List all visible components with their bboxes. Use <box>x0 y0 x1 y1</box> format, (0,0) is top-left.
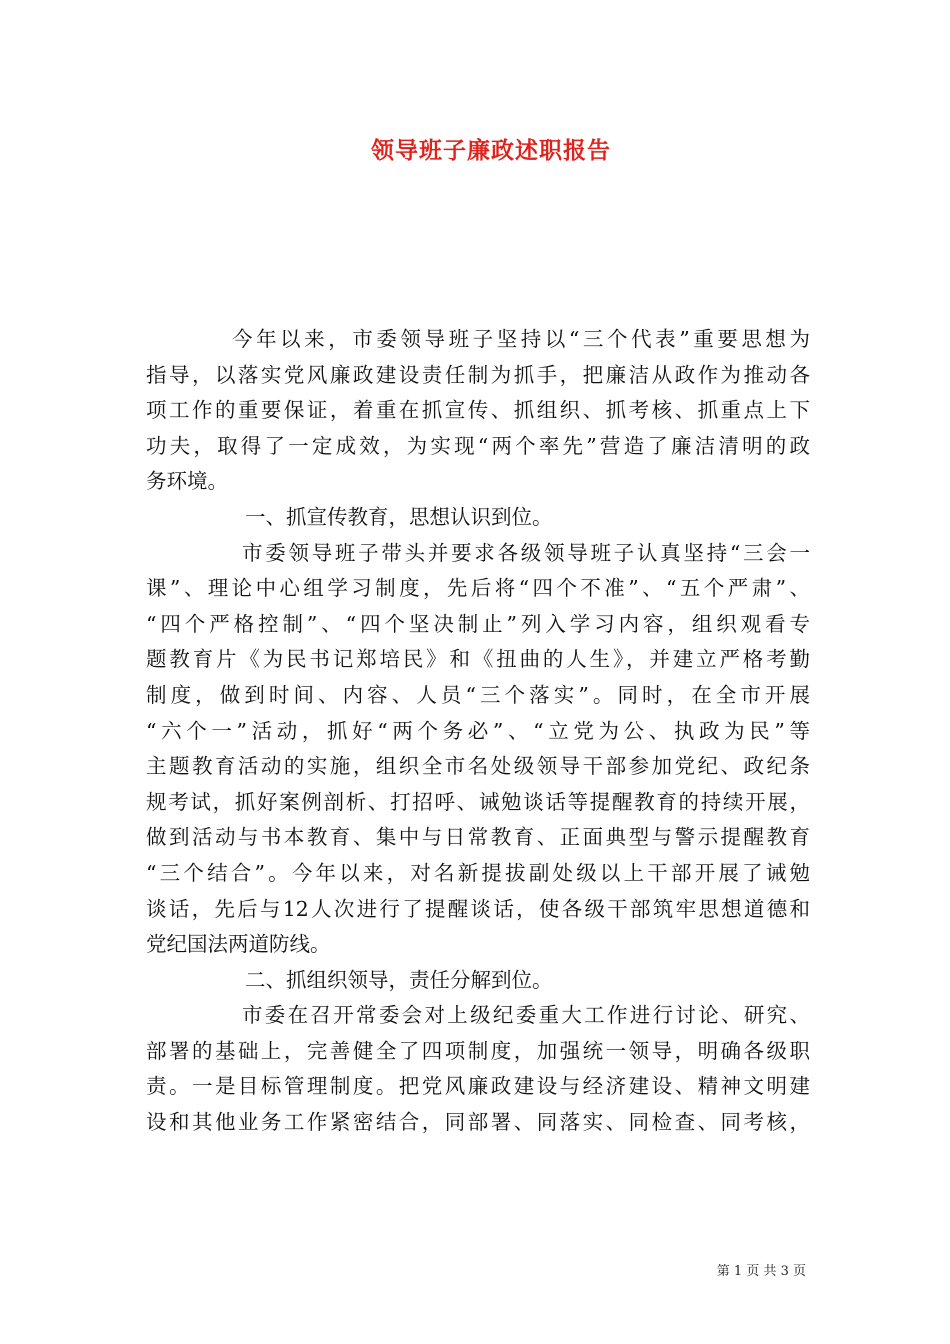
body-line: 项工作的重要保证，着重在抓宣传、抓组织、抓考核、抓重点上下 <box>146 398 810 423</box>
body-line: 指导，以落实党风廉政建设责任制为抓手，把廉洁从政作为推动各 <box>146 362 810 387</box>
body-line: 今年以来，市委领导班子坚持以“三个代表”重要思想为 <box>232 327 810 351</box>
document-body <box>146 322 810 1141</box>
body-line: 党纪国法两道防线。 <box>146 932 331 957</box>
document-title: 领导班子廉政述职报告 <box>371 137 611 164</box>
body-line: 设和其他业务工作紧密结合，同部署、同落实、同检查、同考核， <box>146 1110 810 1135</box>
body-line: 市委在召开常委会对上级纪委重大工作进行讨论、研究、 <box>242 1003 810 1028</box>
section-heading-2: 二、抓组织领导，责任分解到位。 <box>245 967 553 992</box>
body-line: 部署的基础上，完善健全了四项制度，加强统一领导，明确各级职 <box>146 1038 810 1063</box>
body-line: 规考试，抓好案例剖析、打招呼、诫勉谈话等提醒教育的持续开展， <box>146 789 810 814</box>
body-line: “六个一”活动，抓好“两个务必”、“立党为公、执政为民”等 <box>146 718 810 743</box>
body-line: 市委领导班子带头并要求各级领导班子认真坚持“三会一 <box>242 540 810 565</box>
body-line: “四个严格控制”、“四个坚决制止”列入学习内容，组织观看专 <box>146 611 810 636</box>
body-line: “三个结合”。今年以来，对名新提拔副处级以上干部开展了诫勉 <box>146 860 810 885</box>
body-line: 课”、理论中心组学习制度，先后将“四个不准”、“五个严肃”、 <box>146 576 810 601</box>
body-line: 责。一是目标管理制度。把党风廉政建设与经济建设、精神文明建 <box>146 1074 810 1099</box>
page-number: 第 1 页 共 3 页 <box>716 1264 806 1279</box>
body-line: 谈话，先后与12人次进行了提醒谈话，使各级干部筑牢思想道德和 <box>146 896 810 921</box>
body-line: 务环境。 <box>146 469 228 494</box>
body-line: 制度，做到时间、内容、人员“三个落实”。同时，在全市开展 <box>146 682 810 707</box>
body-line: 做到活动与书本教育、集中与日常教育、正面典型与警示提醒教育 <box>146 825 810 850</box>
body-line: 功夫，取得了一定成效，为实现“两个率先”营造了廉洁清明的政 <box>146 433 810 458</box>
body-line: 题教育片《为民书记郑培民》和《扭曲的人生》，并建立严格考勤 <box>146 647 810 672</box>
section-heading-1: 一、抓宣传教育，思想认识到位。 <box>245 504 553 529</box>
body-line: 主题教育活动的实施，组织全市名处级领导干部参加党纪、政纪条 <box>146 754 810 779</box>
